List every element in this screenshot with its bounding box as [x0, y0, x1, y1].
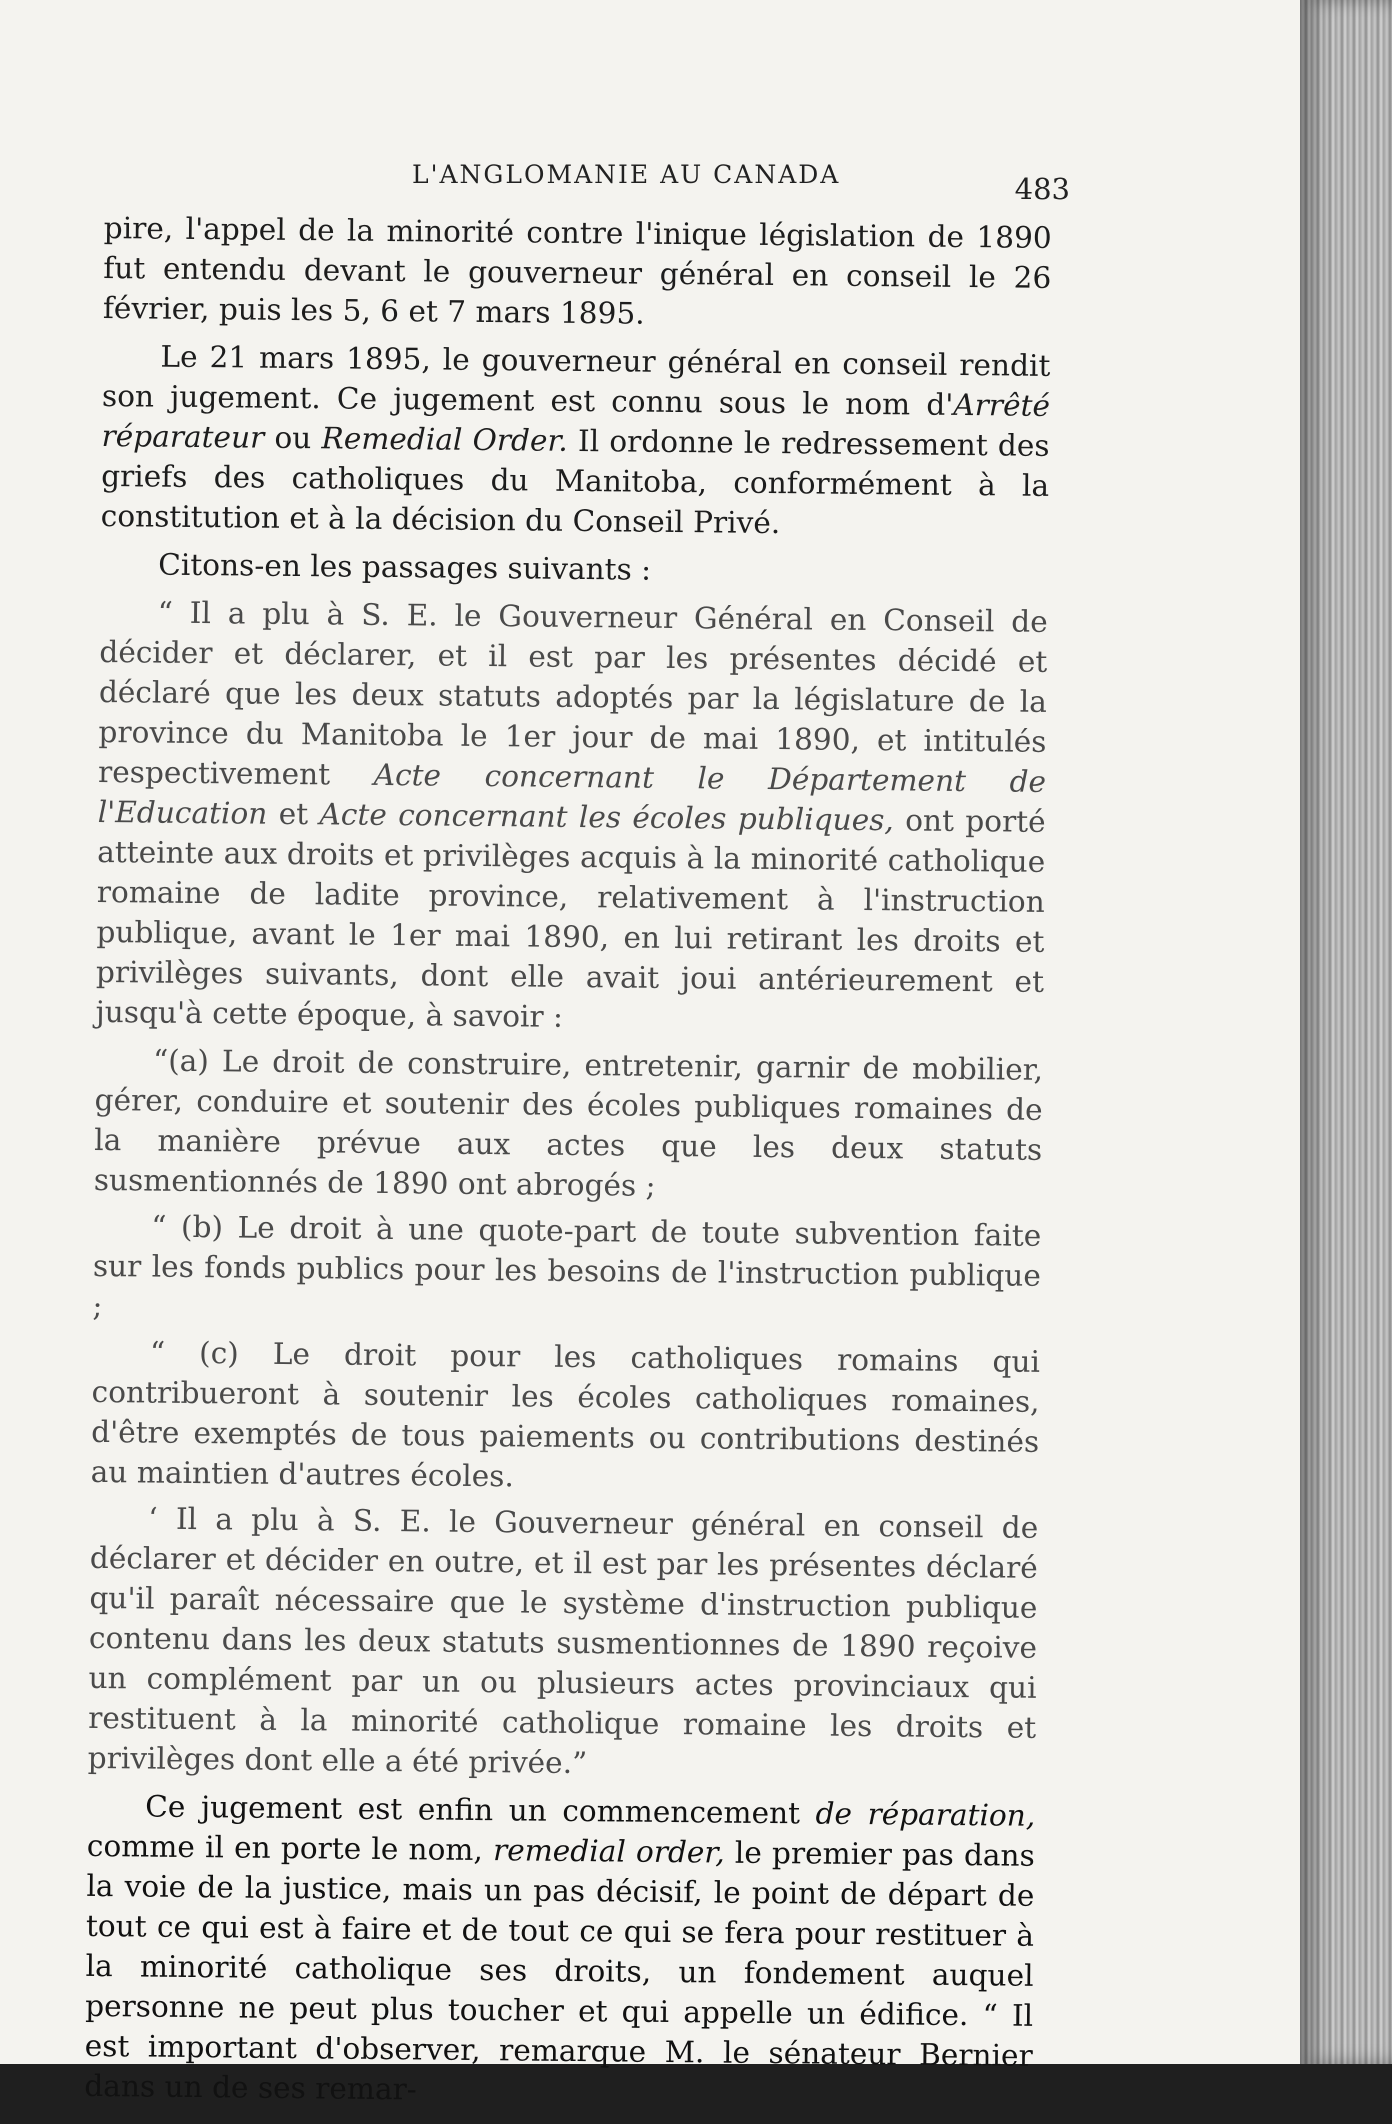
paragraph-2-text-c: Il ordonne le redressement des griefs des catholiques du Manitoba, conformément à la constitution et à la décision du Conseil Privé.	[100, 423, 1050, 541]
quotation-intro-italic-1: Acte concernant le Département de l'Education	[97, 757, 1047, 831]
page-body	[84, 208, 1052, 2124]
paragraph-6-text-c: le premier pas dans la voie de la justice, mais un pas décisif, le point de départ de tout ce qui est à faire et de tout ce qui se fera pour restituer à la minorité catholique ses droits, un fondement auquel personne ne peut plus toucher et qui appelle un édifice. “ Il est important d'observer, remarque M. le sénateur Bernier dans un de ses remar-	[84, 1835, 1035, 2107]
page-header	[130, 156, 1070, 206]
paragraph-2-italic-1: Arrêté réparateur	[101, 387, 1051, 455]
quoted-right-b: “ (b) Le droit à une quote-part de toute subvention faite sur les fonds publics pour les besoins de l'instruction publique ;	[92, 1209, 1042, 1324]
paragraph-2	[101, 336, 1051, 546]
paragraph-5: ‘ Il a plu à S. E. le Gouverneur général en conseil de déclarer et décider en outre, et il est par les présentes déclaré qu'il paraît nécessaire que le système d'instruction publique contenu dans les deux statuts susmentionnes de 1890 reçoive un complément par un ou plusieurs actes provinciaux qui restituent à la minorité catholique romaine les droits et privilèges dont elle a été privée.”	[87, 1501, 1039, 1781]
paragraph-6-text-b: comme il en porte le nom,	[86, 1828, 494, 1868]
paragraph-1: pire, l'appel de la minorité contre l'inique législation de 1890 fut entendu devant le gouverneur général en conseil le 26 février, puis les 5, 6 et 7 mars 1895.	[102, 210, 1052, 331]
quoted-rights-list	[91, 1040, 1044, 1502]
paragraph-6-text-a: Ce jugement est enfin un commencement	[145, 1789, 816, 1831]
paragraph-6-italic-2: remedial order,	[492, 1833, 725, 1870]
quotation-intro-text-a: “ Il a plu à S. E. le Gouverneur Général en Conseil de décider et déclarer, et il est par les présentes décidé et déclaré que les deux statuts adoptés par la législature de la province du Manitoba le 1er jour de mai 1890, et intitulés respectivement	[97, 595, 1048, 792]
book-page-edges	[1300, 0, 1392, 2064]
paragraph-2-text-b: ou	[264, 420, 322, 456]
paragraph-6	[84, 1786, 1035, 2116]
paragraph-3: Citons-en les passages suivants :	[158, 547, 652, 587]
page-number: 483	[1014, 172, 1070, 206]
quotation-intro-text-c: ont porté atteinte aux droits et privilèges acquis à la minorité catholique romaine de ladite province, relativement à l'instruction publique, avant le 1er mai 1890, en lui retirant les droits et privilèges suivants, dont elle avait joui antérieurement et jusqu'à cette époque, à savoir :	[95, 803, 1046, 1034]
quotation-intro-italic-2: Acte concernant les écoles publiques,	[319, 797, 894, 838]
quoted-right-c: “ (c) Le droit pour les catholiques romains qui contribueront à soutenir les écoles catholiques romaines, d'être exemptés de tous paiements ou contributions destinés au maintien d'autres écoles.	[90, 1335, 1041, 1494]
paragraph-2-text-a: Le 21 mars 1895, le gouverneur général en conseil rendit son jugement. Ce jugement est connu sous le nom d'	[101, 339, 1051, 422]
paragraph-2-italic-2: Remedial Order.	[321, 421, 568, 458]
quotation-intro-text-b: et	[267, 796, 320, 832]
running-title: L'ANGLOMANIE AU CANADA	[412, 160, 841, 189]
paragraph-6-italic-1: de réparation,	[815, 1796, 1036, 1833]
quoted-right-a: “(a) Le droit de construire, entretenir, garnir de mobilier, gérer, conduire et soutenir des écoles publiques romaines de la manière prévue aux actes que les deux statuts susmentionnés de 1890 ont abrogés ;	[93, 1043, 1044, 1203]
quotation-intro	[95, 592, 1048, 1042]
